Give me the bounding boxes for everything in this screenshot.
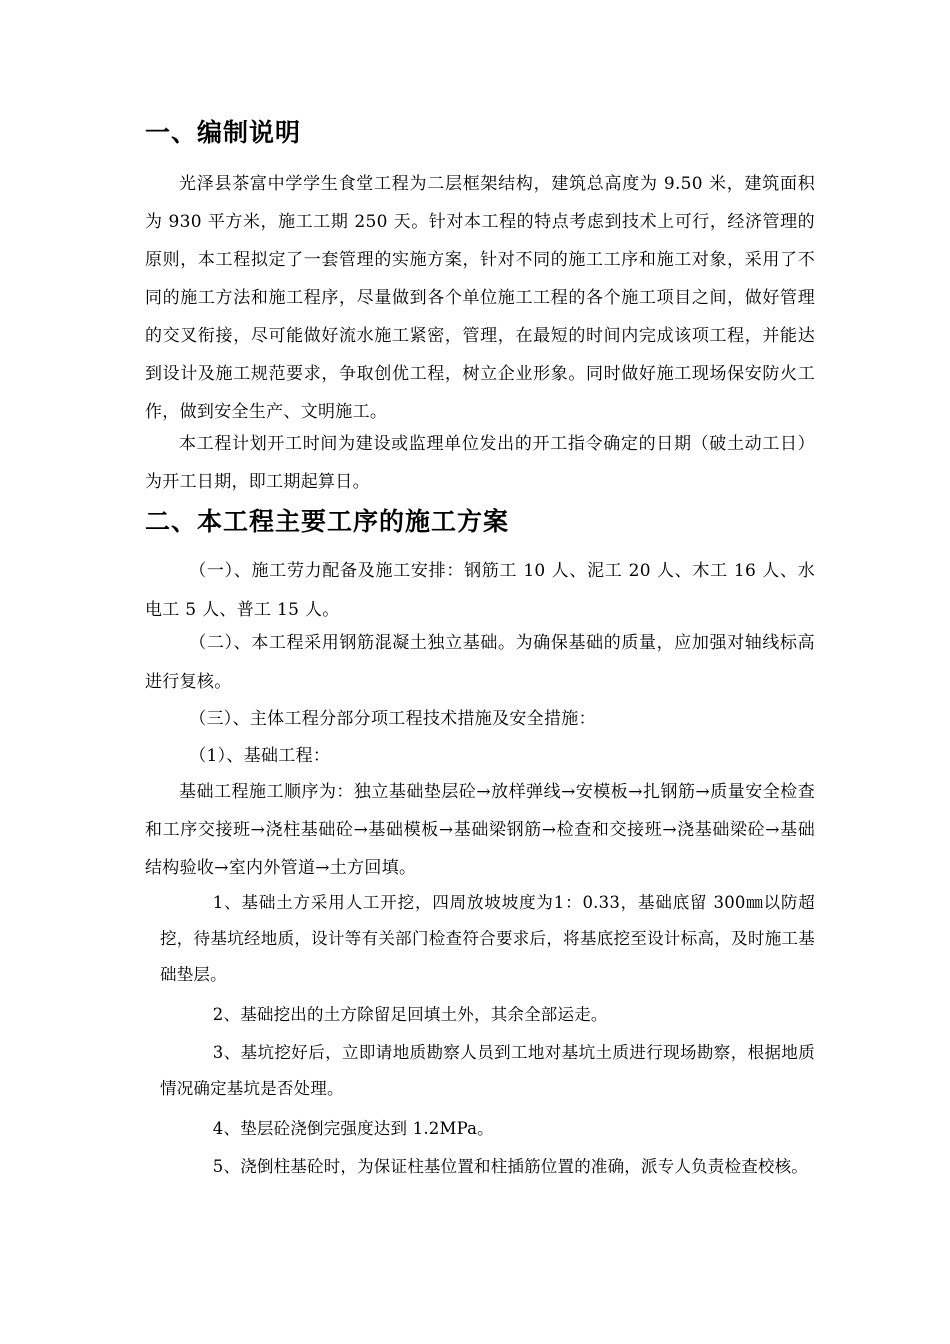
section-2-paragraph-labor: （一）、施工劳力配备及施工安排：钢筋工 10 人、泥工 20 人、木工 16 人、水电工 5 人、普工 15 人。	[145, 561, 815, 620]
section-2-paragraph-measures: （三）、主体工程分部分项工程技术措施及安全措施：	[189, 709, 596, 729]
section-2-paragraph-foundation-heading: （1）、基础工程：	[189, 746, 331, 766]
section-2-title: 二、本工程主要工序的施工方案	[145, 507, 510, 536]
section-2-paragraph-sequence: 基础工程施工顺序为：独立基础垫层砼→放样弹线→安模板→扎钢筋→质量安全检查和工序交接班→浇柱基础砼→基础模板→基础梁钢筋→检查和交接班→浇基础梁砼→基础结构验收→室内外管道→土方回填。	[145, 782, 815, 878]
section-1-title: 一、编制说明	[145, 118, 302, 147]
list-item-4: 4、垫层砼浇倒完强度达到 1.2MPa。	[212, 1119, 494, 1138]
section-2-paragraph-foundation-type: （二）、本工程采用钢筋混凝土独立基础。为确保基础的质量，应加强对轴线标高进行复核。	[145, 633, 815, 692]
section-1-paragraph-start-date: 本工程计划开工时间为建设或监理单位发出的开工指令确定的日期（破土动工日）为开工日期，即工期起算日。	[145, 434, 815, 492]
list-item-5: 5、浇倒柱基砼时，为保证柱基位置和柱插筋位置的准确，派专人负责检查校核。	[212, 1157, 808, 1176]
section-1-paragraph-overview: 光泽县茶富中学学生食堂工程为二层框架结构，建筑总高度为 9.50 米，建筑面积为 930 平方米，施工工期 250 天。针对本工程的特点考虑到技术上可行，经济管理的原则，本工程拟定了一套管理的实施方案，针对不同的施工工序和施工对象，采用了不同的施工方法和施工程序，尽量做到各个单位施工工程的各个施工项目之间，做好管理的交叉衔接，尽可能做好流水施工紧密，管理，在最短的时间内完成该项工程，并能达到设计及施工规范要求，争取创优工程，树立企业形象。同时做好施工现场保安防火工作，做到安全生产、文明施工。	[145, 174, 815, 422]
list-item-3: 3、基坑挖好后，立即请地质勘察人员到工地对基坑土质进行现场勘察，根据地质情况确定基坑是否处理。	[160, 1043, 815, 1098]
list-item-2: 2、基础挖出的土方除留足回填土外，其余全部运走。	[212, 1005, 608, 1024]
list-item-1: 1、基础土方采用人工开挖，四周放坡坡度为1：0.33，基础底留 300㎜以防超挖，待基坑经地质，设计等有关部门检查符合要求后，将基底挖至设计标高，及时施工基础垫层。	[160, 893, 815, 984]
